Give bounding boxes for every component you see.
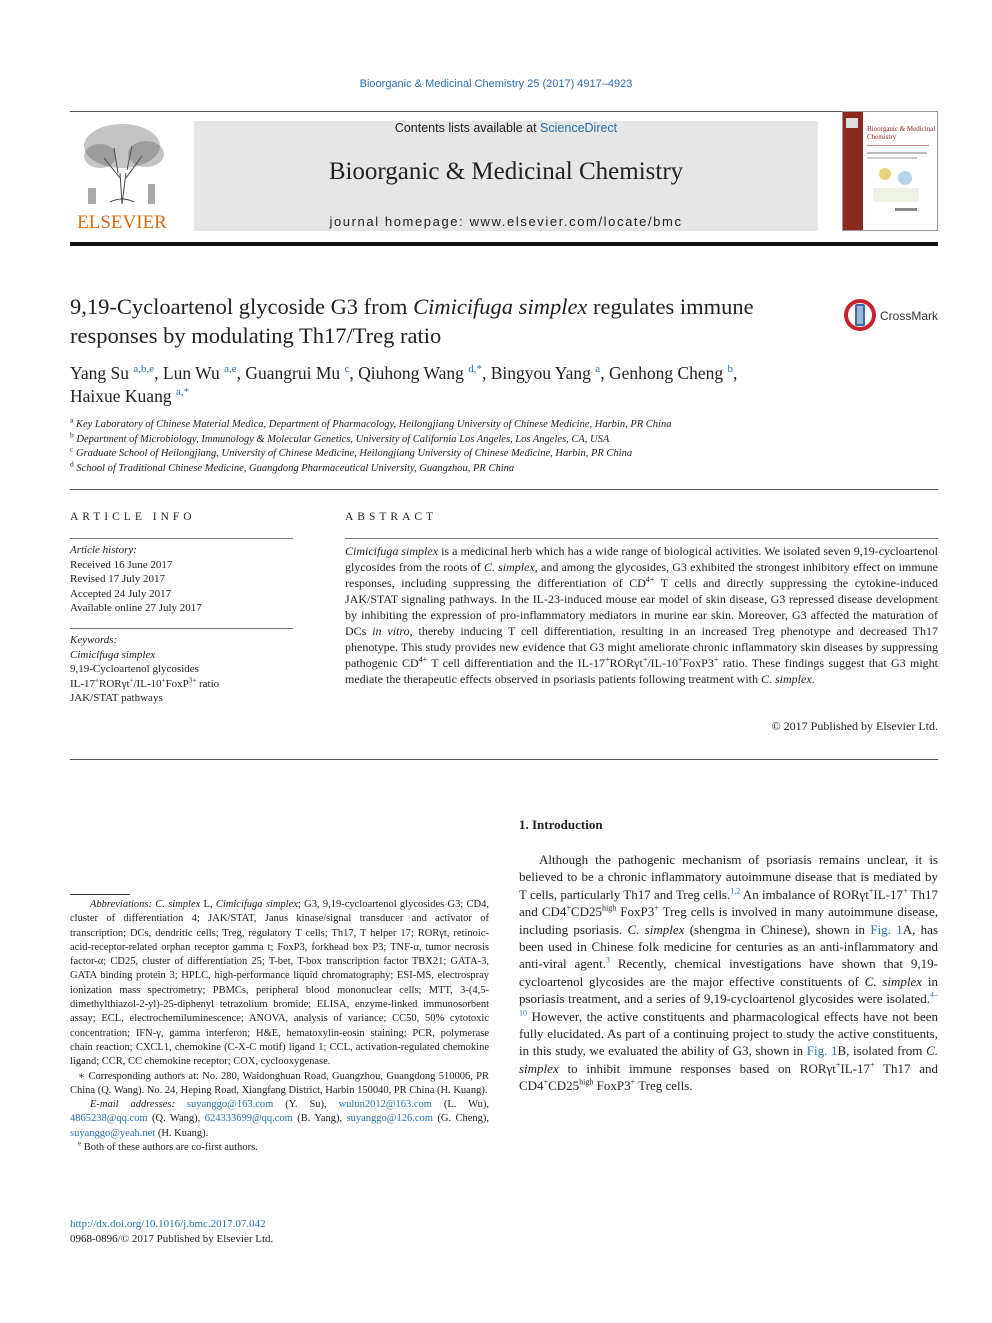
cofirst-footnote: $^e$ Both of these authors are co-first authors. (78, 1139, 258, 1154)
email-footnote: E-mail addresses: suyanggo@163.com (Y. Su), wulun2012@163.com (L. Wu), 4865238@qq.com (Q. Wang), 624333699@qq.com (B. Yang), suyanggo@126.com (G. Cheng), suyanggo@yeah.net (H. Kuang). (70, 1099, 489, 1139)
keywords: Keywords: Cimicifuga simplex 9,19-Cycloartenol glycosides IL-17+RORγt+/IL-10+FoxP$^{3+}$ ratio JAK/STAT pathways (70, 634, 220, 704)
author[interactable]: Qiuhong Wang $^{d,*}$ (358, 363, 482, 383)
abstract-copyright: © 2017 Published by Elsevier Ltd. (771, 719, 938, 733)
author[interactable]: Yang Su $^{a,b,e}$ (70, 363, 155, 383)
header-rule (70, 111, 938, 112)
keywords-rule (70, 628, 293, 629)
introduction-text: Although the pathogenic mechanism of psoriasis remains unclear, it is believed to be a chronic inflammatory autoimmune disease that is mediated by T cells, particularly Th17 and Treg cells.$^{1,2}$ An imbalance of RORγt+IL-17+ Th17 and $CD4^+CD25^{high}$ FoxP3+ Treg cells is involved in many autoimmune disease, including psoriasis. C. simplex (shengma in Chinese), shown in Fig. 1A, has been used in Chinese folk medicine for centuries as an anti-inflammatory and anti-viral agent.$^3$ Recently, chemical investigations have shown that 9,19-cycloartenol glycosides are the major effective constituents of C. simplex in psoriasis treatment, and a series of 9,19-cycloartenol glycosides were isolated.$^{4-10}$ However, the active constituents and pharmacological effects have not been fully elucidated. As part of a continuing project to study the active constituents, in this study, we evaluated the ability of G3, shown in Fig. 1B, isolated from C. simplex to inhibit immune responses based on RORγt+IL-17+ Th17 and $CD4^+CD25^{high}$ FoxP3+ Treg cells. (519, 852, 938, 1094)
abstract-rule (345, 538, 938, 539)
email-link[interactable]: 4865238@qq.com (70, 1113, 148, 1125)
email-link[interactable]: 624333699@qq.com (204, 1113, 293, 1125)
doi-link[interactable]: http://dx.doi.org/10.1016/j.bmc.2017.07.042 (70, 1218, 266, 1230)
header-thick-rule (70, 242, 938, 246)
crossmark-label: CrossMark (880, 309, 939, 323)
author[interactable]: Guangrui Mu $^c$ (245, 363, 350, 383)
crossmark-badge[interactable] (843, 298, 938, 334)
affiliation: $^a$ Key Laboratory of Chinese Material Medica, Department of Pharmacology, Heilongjiang University of Chinese Medicine, Harbin, PR China (70, 415, 672, 430)
author[interactable]: Genhong Cheng $^b$ (608, 363, 734, 383)
author[interactable]: Haixue Kuang $^{a,*}$ (70, 386, 190, 406)
abstract-text: Cimicifuga simplex is a medicinal herb which has a wide range of biological activities. We isolated seven 9,19-cycloartenol glycosides from the roots of C. simplex, and among the glycosides, G3 exhibited the strongest inhibitory effect on immune responses, including suppressing the differentiation of $CD^{4+}$ T cells and directly suppressing the cytokine-induced JAK/STAT signaling pathways. In the IL-23-induced mouse ear model of skin disease, G3 repressed disease development by inhibiting the expression of pro-inflammatory mediators in murine ear skin. Moreover, G3 affected the maturation of DCs in vitro, thereby inducing T cell differentiation, resulting in an increased Treg phenotype and decreased Th17 phenotype. This study provides new evidence that G3 might ameliorate chronic inflammatory skin diseases by suppressing pathogenic $CD^{4+}$ T cell differentiation and the IL-17+RORγt+/IL-10+FoxP3+ ratio. These findings suggest that G3 might mediate the therapeutic effects observed in psoriasis patients following treatment with C. simplex. (345, 544, 938, 686)
email-link[interactable]: suyanggo@163.com (186, 1099, 274, 1111)
sciencedirect-link[interactable]: ScienceDirect (540, 121, 618, 135)
abstract-heading: ABSTRACT (345, 511, 438, 523)
author[interactable]: Bingyou Yang $^a$ (490, 363, 601, 383)
author-list: Yang Su $^{a,b,e}$, Lun Wu $^{a,e}$, Guangrui Mu $^c$, Qiuhong Wang $^{d,*}$, Bingyou Yang $^a$, Genhong Cheng $^b$, Haixue Kuang $^{a,*}$ (70, 363, 738, 406)
corresponding-footnote: ∗ Corresponding authors at: No. 280, Waidonghuan Road, Guangzhou, Guangdong 510006, PR China (Q. Wang). No. 24, Heping Road, Xiangfang District, Harbin 150040, PR China (H. Kuang). (70, 1070, 489, 1096)
author[interactable]: Lun Wu $^{a,e}$ (162, 363, 237, 383)
journal-cover-thumbnail[interactable] (842, 111, 938, 231)
affiliation: $^b$ Department of Microbiology, Immunology & Molecular Genetics, University of California Los Angeles, Los Angeles, CA, USA (70, 430, 610, 445)
homepage-link[interactable]: www.elsevier.com/locate/bmc (469, 214, 683, 229)
reference-link[interactable]: 4–10 (519, 990, 938, 1018)
email-link[interactable]: wulun2012@163.com (338, 1099, 432, 1111)
footnote-rule (70, 894, 130, 895)
doi-block (70, 1217, 273, 1246)
introduction-heading: 1. Introduction (519, 817, 603, 832)
affiliation: $^d$ School of Traditional Chinese Medicine, Guangdong Pharmaceutical University, Guangzhou, PR China (70, 459, 515, 474)
article-history: Article history: Received 16 June 2017 Revised 17 July 2017 Accepted 24 July 2017 Available online 27 July 2017 (70, 544, 202, 614)
crossmark-icon (843, 298, 877, 334)
affiliations (70, 415, 930, 476)
journal-title: Bioorganic & Medicinal Chemistry (328, 158, 684, 185)
contents-availability: Contents lists available at ScienceDirect (394, 121, 618, 135)
svg-text:Bioorganic & Medicinal: Bioorganic & Medicinal (867, 125, 936, 133)
affiliation: $^c$ Graduate School of Heilongjiang, University of Chinese Medicine, Heilongjiang University of Chinese Medicine, Harbin, PR China (70, 444, 633, 459)
abstract-bottom-rule (70, 759, 938, 760)
issn-line: 0968-0896/© 2017 Published by Elsevier Ltd. (70, 1232, 274, 1245)
elsevier-wordmark: ELSEVIER (77, 212, 167, 233)
svg-text:Chemistry: Chemistry (867, 133, 897, 141)
email-link[interactable]: suyanggo@yeah.net (70, 1127, 156, 1139)
article-info-rule (70, 538, 293, 539)
journal-citation-link[interactable]: Bioorganic & Medicinal Chemistry 25 (2017) 4917–4923 (359, 78, 633, 90)
email-link[interactable]: suyanggo@126.com (346, 1113, 433, 1125)
journal-homepage: journal homepage: www.elsevier.com/locate/bmc (329, 214, 683, 229)
article-info-heading: ARTICLE INFO (70, 511, 196, 523)
section-rule (70, 489, 938, 490)
elsevier-tree-logo (70, 118, 174, 233)
figure-link[interactable]: Fig. 1 (870, 921, 903, 937)
reference-link[interactable]: 3 (605, 956, 610, 966)
reference-link[interactable]: 1,2 (730, 886, 741, 896)
article-title: 9,19-Cycloartenol glycoside G3 from Cimicifuga simplex regulates immune responses by modulating Th17/Treg ratio (70, 294, 754, 348)
abbreviations-footnote: Abbreviations: C. simplex L, Cimicifuga simplex; G3, 9,19-cycloartenol glycosides G3; CD4, cluster of differentiation 4; JAK/STAT, Janus kinase/signal transducer and activator of transcription; DCs, dendritic cells; Treg, regulatory T cells; Th17, T helper 17; RORγt, retinoic-acid-receptor-related orphan receptor gamma t; FoxP3, forkhead box P3; TNF-α, tumor necrosis factor-α; CD25, cluster of differentiation 25; T-bet, T-box transcription factor TBX21; GATA-3, GATA binding protein 3; HPLC, high-performance liquid chromatography; ESI-MS, electrospray ionization mass spectrometry; PBMCs, peripheral blood mononuclear cells; MTT, 3-(4,5-dimethylthiazol-2-yl)-25-diphenyl tetrazolium bromide; ELISA, enzyme-linked immunosorbent assay; ECL, electrochemiluminescence; ANOVA, analysis of variance; CC50, 50% cytotoxic concentration; IFN-γ, gamma interferon; H&E, hematoxylin-eosin staining; PCR, polymerase chain reaction; CXCL1, chemokine (C-X-C motif) ligand 1; CCL, activation-regulated chemokine ligand; CCR, CC chemokine receptor; COX, cyclooxygenase. (70, 899, 489, 1068)
figure-link[interactable]: Fig. 1 (806, 1043, 838, 1059)
footnotes (70, 898, 489, 1155)
